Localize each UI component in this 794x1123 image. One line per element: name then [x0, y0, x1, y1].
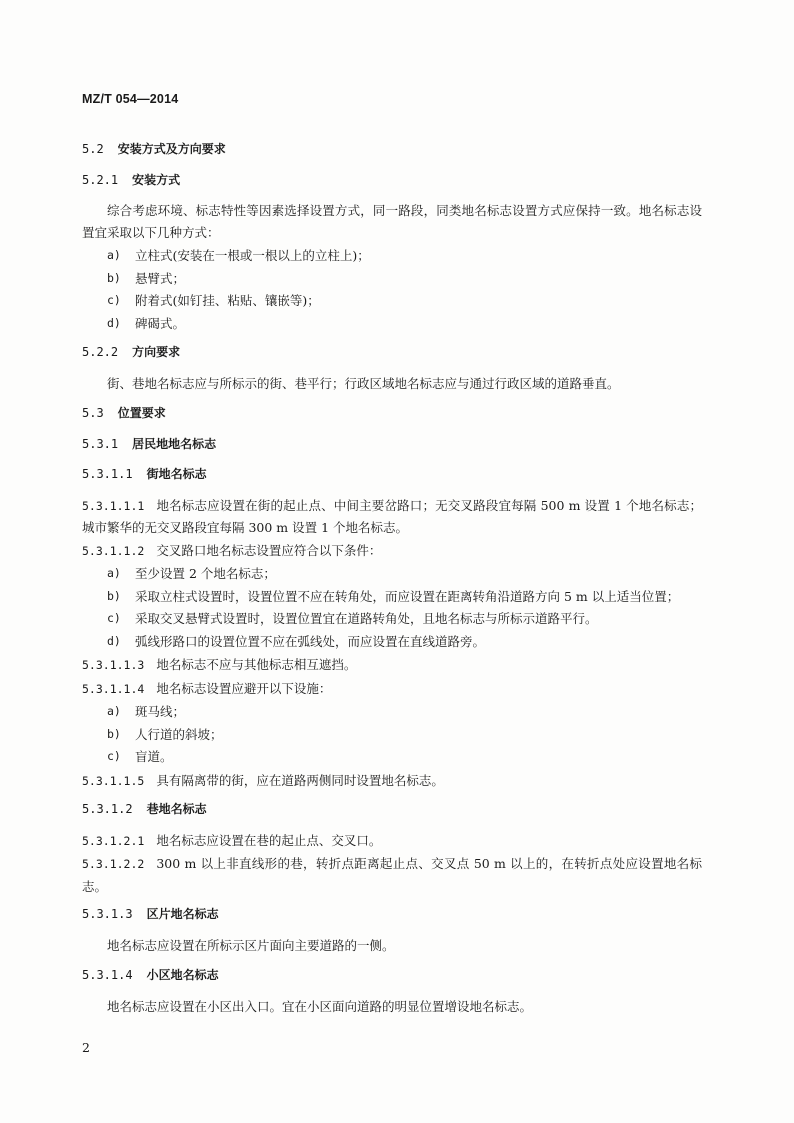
list-5-2-1: [82, 245, 702, 334]
list-text: 弧线形路口的设置位置不应在弧线处，而应设置在直线道路旁。: [135, 633, 486, 649]
list-marker: c): [107, 611, 121, 625]
list-item: [107, 313, 702, 335]
clause-5-3-1-2-1: [82, 830, 702, 853]
standard-code: MZ/T 054—2014: [82, 92, 179, 106]
list-item: [107, 608, 702, 630]
heading-title: 位置要求: [117, 406, 166, 420]
heading-title: 安装方式及方向要求: [117, 142, 226, 156]
list-item: [107, 563, 702, 585]
clause-5-3-1-1-4: [82, 678, 702, 701]
list-item: [107, 245, 702, 267]
list-marker: d): [107, 315, 121, 330]
list-marker: a): [107, 566, 121, 580]
heading-5-3-1-1: [82, 464, 702, 486]
list-5-3-1-1-2: [82, 563, 702, 652]
clause-text: 地名标志应设置在街的起止点、中间主要岔路口；无交叉路段宜每隔 500 m 设置 1 个地名标志；城市繁华的无交叉路段宜每隔 300 m 设置 1 个地名标志。: [82, 497, 702, 535]
heading-5-2-1: [82, 170, 702, 192]
heading-5-3-1-2: [82, 799, 702, 821]
list-marker: b): [107, 588, 121, 603]
heading-5-3: [82, 403, 702, 425]
clause-text: 交叉路口地名标志设置应符合以下条件：: [156, 542, 382, 558]
clause-5-3-1-1-3: [82, 654, 702, 677]
clause-number: 5.3.1.1.5: [82, 773, 145, 788]
list-5-3-1-1-4: [82, 701, 702, 768]
list-text: 至少设置 2 个地名标志；: [135, 566, 276, 581]
list-text: 斑马线；: [135, 704, 186, 719]
heading-5-2-2: [82, 342, 702, 364]
heading-number: 5.2.2: [82, 345, 119, 359]
clause-5-3-1-1-5: [82, 770, 702, 793]
clause-text: 地名标志应设置在巷的起止点、交叉口。: [156, 832, 382, 848]
list-marker: d): [107, 633, 121, 648]
heading-number: 5.2: [82, 142, 104, 156]
list-text: 悬臂式；: [135, 270, 186, 286]
heading-number: 5.3.1.1: [82, 467, 133, 481]
clause-text: 地名标志设置应避开以下设施：: [156, 680, 332, 696]
heading-number: 5.3.1.3: [82, 907, 133, 921]
clause-number: 5.3.1.1.4: [82, 681, 145, 696]
heading-title: 巷地名标志: [146, 802, 207, 816]
clause-number: 5.3.1.1.2: [82, 543, 145, 558]
list-text: 盲道。: [135, 749, 173, 764]
heading-title: 小区地名标志: [146, 968, 219, 982]
heading-5-2: [82, 139, 702, 161]
list-item: [107, 724, 702, 746]
heading-title: 街地名标志: [146, 467, 207, 481]
paragraph: 综合考虑环境、标志特性等因素选择设置方式，同一路段，同类地名标志设置方式应保持一致。地名标志设置宜采取以下几种方式：: [82, 203, 702, 240]
clause-number: 5.3.1.2.1: [82, 833, 145, 848]
list-item: [107, 586, 702, 608]
clause-text: 具有隔离带的街，应在道路两侧同时设置地名标志。: [156, 772, 444, 788]
heading-title: 居民地地名标志: [132, 436, 217, 451]
list-text: 采取交叉悬臂式设置时，设置位置宜在道路转角处，且地名标志与所标示道路平行。: [135, 611, 598, 626]
clause-number: 5.3.1.1.3: [82, 658, 145, 672]
clause-number: 5.3.1.1.1: [82, 498, 145, 513]
heading-5-3-1-3: [82, 904, 702, 926]
paragraph: 地名标志应设置在所标示区片面向主要道路的一侧。: [107, 937, 395, 953]
clause-text: 地名标志不应与其他标志相互遮挡。: [156, 657, 357, 672]
list-text: 立柱式(安装在一根或一根以上的立柱上)；: [135, 248, 370, 263]
list-item: [107, 746, 702, 768]
list-marker: b): [107, 270, 121, 285]
list-marker: a): [107, 248, 121, 262]
heading-number: 5.3.1.2: [82, 802, 133, 816]
heading-5-3-1-4: [82, 965, 702, 987]
list-marker: c): [107, 293, 121, 307]
clause-5-3-1-1-2: [82, 540, 702, 563]
heading-title: 安装方式: [132, 172, 181, 187]
heading-5-3-1: [82, 434, 702, 456]
list-text: 附着式(如钉挂、粘贴、镶嵌等)；: [135, 293, 320, 308]
heading-number: 5.2.1: [82, 172, 119, 187]
list-text: 人行道的斜坡；: [135, 726, 223, 742]
list-item: [107, 290, 702, 312]
list-text: 碑碣式。: [135, 315, 186, 331]
heading-title: 方向要求: [132, 345, 181, 359]
list-marker: c): [107, 749, 121, 763]
list-item: [107, 701, 702, 723]
list-item: [107, 268, 702, 290]
clause-number: 5.3.1.2.2: [82, 857, 145, 871]
paragraph: 街、巷地名标志应与所标示的街、巷平行；行政区域地名标志应与通过行政区域的道路垂直。: [107, 375, 620, 391]
heading-number: 5.3.1.4: [82, 968, 133, 982]
paragraph: 地名标志应设置在小区出入口。宜在小区面向道路的明显位置增设地名标志。: [107, 998, 533, 1014]
heading-title: 区片地名标志: [146, 907, 219, 921]
page-number: 2: [82, 1040, 90, 1055]
clause-5-3-1-1-1: [82, 495, 702, 539]
list-marker: a): [107, 704, 121, 718]
clause-5-3-1-2-2: [82, 853, 702, 897]
clause-text: 300 m 以上非直线形的巷，转折点距离起止点、交叉点 50 m 以上的，在转折点处应设置地名标志。: [82, 856, 702, 894]
heading-number: 5.3.1: [82, 436, 119, 451]
heading-number: 5.3: [82, 406, 104, 420]
list-text: 采取立柱式设置时，设置位置不应在转角处，而应设置在距离转角沿道路方向 5 m 以上适当位置；: [135, 588, 680, 604]
page-content: [82, 139, 702, 1026]
list-item: [107, 631, 702, 653]
list-marker: b): [107, 726, 121, 741]
